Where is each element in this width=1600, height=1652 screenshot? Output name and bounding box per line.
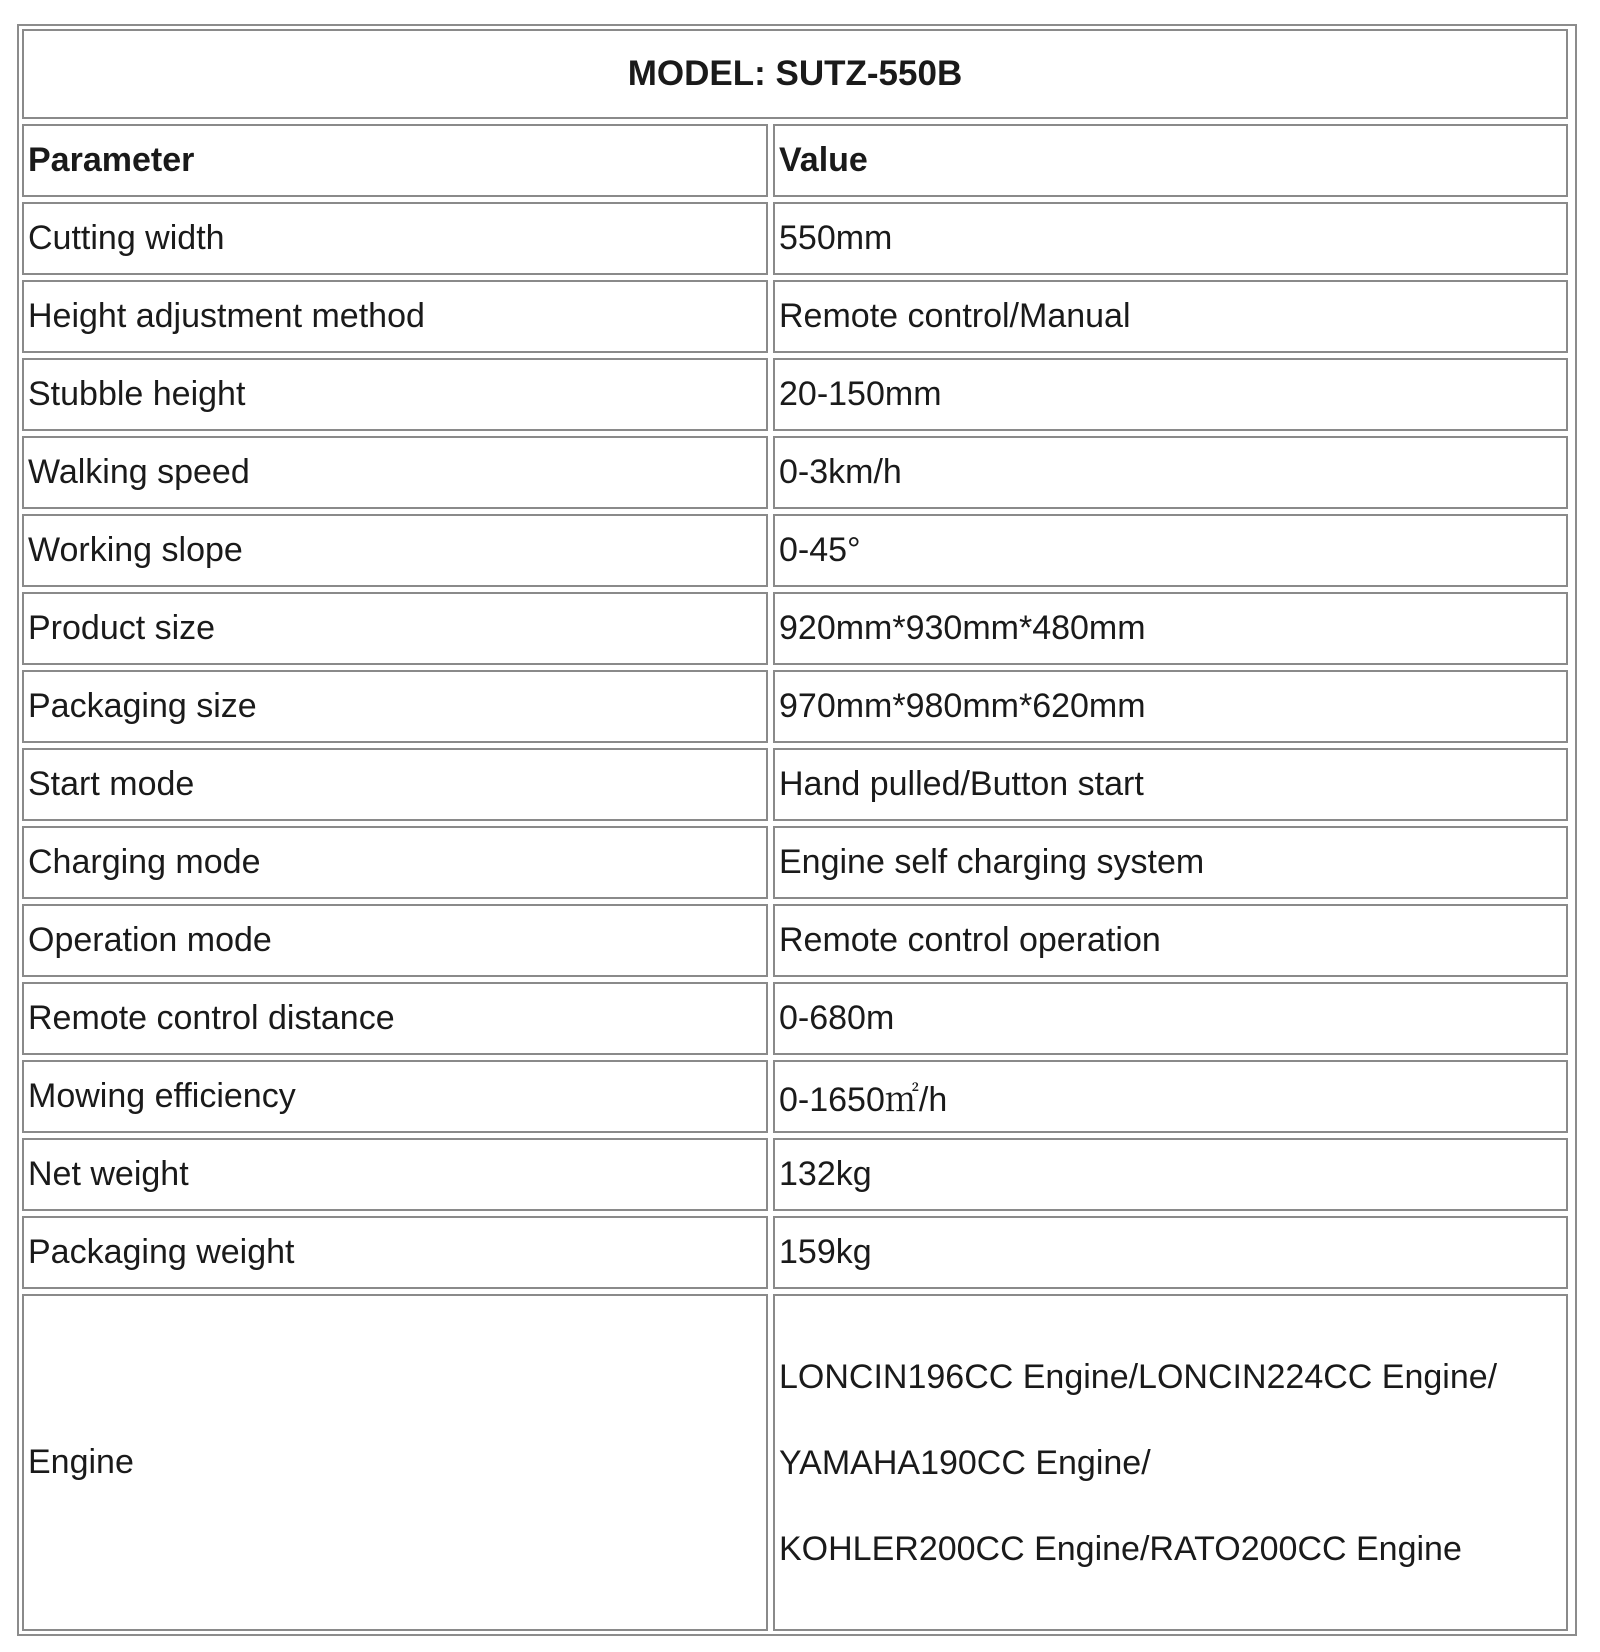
engine-parameter-cell: Engine <box>22 1294 768 1631</box>
value-cell: 970mm*980mm*620mm <box>773 670 1568 743</box>
value-cell: 0-1650㎡/h <box>773 1060 1568 1133</box>
table-row <box>22 514 1568 587</box>
table-header-row <box>22 124 1568 197</box>
parameter-cell: Net weight <box>22 1138 768 1211</box>
value-header: Value <box>773 124 1568 197</box>
table-row <box>22 748 1568 821</box>
parameter-cell: Packaging weight <box>22 1216 768 1289</box>
engine-option-line: YAMAHA190CC Engine/ <box>779 1443 1151 1482</box>
parameter-cell: Walking speed <box>22 436 768 509</box>
table-row <box>22 904 1568 977</box>
parameter-cell: Charging mode <box>22 826 768 899</box>
parameter-cell: Packaging size <box>22 670 768 743</box>
value-cell: 920mm*930mm*480mm <box>773 592 1568 665</box>
spec-table-frame <box>17 24 1577 1636</box>
table-row <box>22 1216 1568 1289</box>
value-cell: Hand pulled/Button start <box>773 748 1568 821</box>
engine-options-list <box>779 1334 1566 1592</box>
value-cell: 159kg <box>773 1216 1568 1289</box>
parameter-cell: Mowing efficiency <box>22 1060 768 1133</box>
parameter-cell: Remote control distance <box>22 982 768 1055</box>
value-cell: 0-3km/h <box>773 436 1568 509</box>
parameter-cell: Height adjustment method <box>22 280 768 353</box>
table-row <box>22 1060 1568 1133</box>
value-cell: Remote control operation <box>773 904 1568 977</box>
table-row <box>22 826 1568 899</box>
table-row <box>22 670 1568 743</box>
engine-row <box>22 1294 1568 1631</box>
parameter-cell: Start mode <box>22 748 768 821</box>
engine-value-cell <box>773 1294 1568 1631</box>
value-cell: 132kg <box>773 1138 1568 1211</box>
value-cell: Remote control/Manual <box>773 280 1568 353</box>
value-cell: 0-680m <box>773 982 1568 1055</box>
table-row <box>22 436 1568 509</box>
value-cell: 550mm <box>773 202 1568 275</box>
table-row <box>22 1138 1568 1211</box>
table-row <box>22 280 1568 353</box>
engine-option-line: KOHLER200CC Engine/RATO200CC Engine <box>779 1529 1462 1568</box>
spec-table <box>17 24 1573 1636</box>
value-cell: 20-150mm <box>773 358 1568 431</box>
parameter-header: Parameter <box>22 124 768 197</box>
parameter-cell: Stubble height <box>22 358 768 431</box>
table-row <box>22 592 1568 665</box>
table-row <box>22 358 1568 431</box>
value-cell: Engine self charging system <box>773 826 1568 899</box>
engine-option-line: LONCIN196CC Engine/LONCIN224CC Engine/ <box>779 1357 1498 1396</box>
table-row <box>22 982 1568 1055</box>
parameter-cell: Cutting width <box>22 202 768 275</box>
parameter-cell: Working slope <box>22 514 768 587</box>
parameter-cell: Product size <box>22 592 768 665</box>
table-row <box>22 202 1568 275</box>
parameter-cell: Operation mode <box>22 904 768 977</box>
model-title: MODEL: SUTZ-550B <box>22 29 1568 119</box>
table-title-row <box>22 29 1568 119</box>
value-cell: 0-45° <box>773 514 1568 587</box>
